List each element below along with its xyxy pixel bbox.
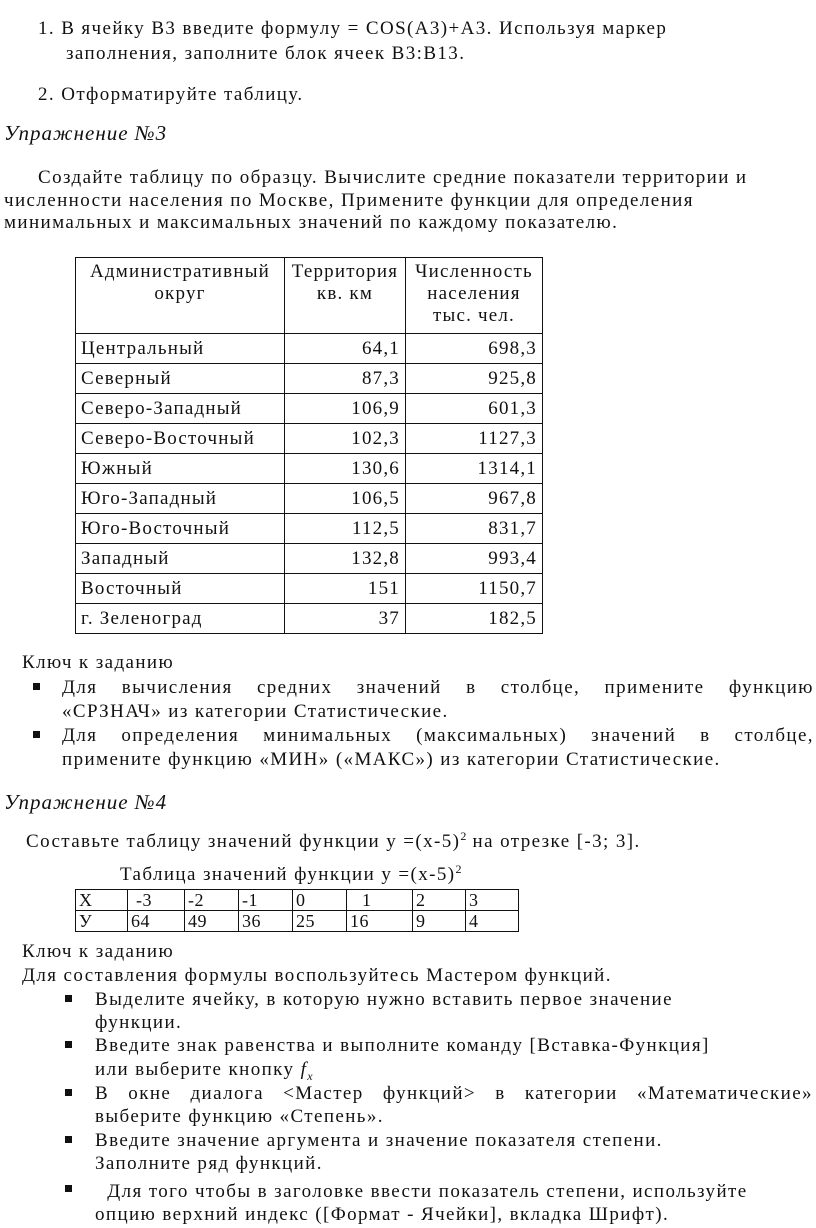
y-label-cell: У [76,911,128,932]
population-cell: 601,3 [406,394,543,424]
population-cell: 1314,1 [406,454,543,484]
y-value-cell: 36 [239,911,293,932]
header-population: Численность населения тыс. чел. [406,258,543,334]
x-value-cell: -1 [239,890,293,911]
population-cell: 831,7 [406,514,543,544]
district-cell: Северо-Западный [76,394,285,424]
y-value-cell: 16 [347,911,413,932]
y-value-cell: 49 [185,911,239,932]
population-cell: 925,8 [406,364,543,394]
list-item-1-line2: заполнения, заполните блок ячеек B3:B13. [66,43,466,64]
table-row [76,394,543,424]
area-cell: 106,9 [285,394,406,424]
x-value-cell: 2 [413,890,466,911]
population-cell: 1127,3 [406,424,543,454]
area-cell: 37 [285,604,406,634]
district-cell: Северо-Восточный [76,424,285,454]
area-cell: 112,5 [285,514,406,544]
exercise4-bullet1-line1: Выделите ячейку, в которую нужно вставить первое значение [95,989,673,1010]
population-cell: 182,5 [406,604,543,634]
exercise4-bullet1-line2: функции. [95,1012,183,1033]
district-cell: Центральный [76,334,285,364]
exercise4-bullet5-line1: Для того чтобы в заголовке ввести показатель степени, используйте [95,1181,748,1202]
table-row [76,484,543,514]
function-values-table [75,889,519,932]
y-row [76,911,519,932]
exercise3-bullet1-line2: «СРЗНАЧ» из категории Статистические. [62,701,449,722]
x-row [76,890,519,911]
fx-icon: $f_x$ [300,1059,315,1083]
exercise3-key-title: Ключ к заданию [22,652,175,673]
exercise3-para-line2: численности населения по Москве, Примените функции для определения [4,190,694,211]
area-cell: 106,5 [285,484,406,514]
bullet-square-icon [65,1041,72,1048]
x-value-cell: -3 [128,890,185,911]
area-cell: 151 [285,574,406,604]
x-label-cell: Х [76,890,128,911]
population-cell: 967,8 [406,484,543,514]
x-value-cell: 0 [293,890,347,911]
district-cell: Западный [76,544,285,574]
table-row [76,454,543,484]
list-item-2: 2. Отформатируйте таблицу. [38,84,304,105]
exercise4-bullet3-line1: В окне диалога <Мастер функций> в категории «Математические» [95,1083,813,1104]
area-cell: 102,3 [285,424,406,454]
area-cell: 87,3 [285,364,406,394]
function-table-caption: Таблица значений функции $у =(х-5)^2$ [120,862,462,885]
exercise4-bullet3-line2: выберите функцию «Степень». [95,1106,384,1127]
district-cell: Юго-Западный [76,484,285,514]
exercise4-bullet4-line1: Введите значение аргумента и значение показателя степени. [95,1130,663,1151]
exercise3-para-line1: Создайте таблицу по образцу. Вычислите средние показатели территории и [38,167,748,188]
y-value-cell: 64 [128,911,185,932]
table-row [76,544,543,574]
list-item-1-line1: 1. В ячейку B3 введите формулу = COS(A3)+A3. Используя маркер [38,18,668,39]
exercise4-bullet2-line1: Введите знак равенства и выполните команду [Вставка-Функция] [95,1035,710,1056]
exercise4-key-intro: Для составления формулы воспользуйтесь Мастером функций. [22,965,612,986]
exercise4-heading: Упражнение №4 [4,790,168,814]
exercise3-bullet2-line1: Для определения минимальных (максимальных) значений в столбце, [62,725,814,746]
x-value-cell: 3 [466,890,519,911]
x-value-cell: -2 [185,890,239,911]
area-cell: 130,6 [285,454,406,484]
table-row [76,364,543,394]
exercise4-key-title: Ключ к заданию [22,941,175,962]
bullet-square-icon [65,1185,72,1192]
district-cell: Южный [76,454,285,484]
population-cell: 698,3 [406,334,543,364]
y-value-cell: 4 [466,911,519,932]
area-cell: 64,1 [285,334,406,364]
exercise4-bullet5-line2: опцию верхний индекс ([Формат - Ячейки], вкладка Шрифт). [95,1204,670,1225]
exercise3-heading: Упражнение №3 [4,121,168,145]
bullet-square-icon [33,731,40,738]
y-value-cell: 9 [413,911,466,932]
table-row [76,334,543,364]
moscow-districts-table [75,257,543,634]
district-cell: г. Зеленоград [76,604,285,634]
bullet-square-icon [33,683,40,690]
district-cell: Юго-Восточный [76,514,285,544]
exercise4-task: Составьте таблицу значений функции $у =(х-5)^2$ на отрезке [-3; 3]. [26,829,641,852]
exercise3-bullet2-line2: примените функцию «МИН» («МАКС») из категории Статистические. [62,749,721,770]
table-row [76,574,543,604]
population-cell: 1150,7 [406,574,543,604]
x-value-cell: 1 [347,890,413,911]
exercise4-bullet2-line2: или выберите кнопку $f_x$ [95,1059,315,1083]
table-row [76,424,543,454]
exercise3-para-line3: минимальных и максимальных значений по каждому показателю. [4,212,619,233]
header-area: Территория кв. км [285,258,406,334]
table-row [76,514,543,544]
exercise3-bullet1-line1: Для вычисления средних значений в столбце, примените функцию [62,677,814,698]
table-row [76,604,543,634]
exercise4-bullet4-line2: Заполните ряд функций. [95,1153,323,1174]
district-cell: Восточный [76,574,285,604]
district-cell: Северный [76,364,285,394]
header-district: Административный округ [76,258,285,334]
population-cell: 993,4 [406,544,543,574]
bullet-square-icon [65,995,72,1002]
area-cell: 132,8 [285,544,406,574]
table-header-row [76,258,543,334]
bullet-square-icon [65,1089,72,1096]
y-value-cell: 25 [293,911,347,932]
bullet-square-icon [65,1136,72,1143]
